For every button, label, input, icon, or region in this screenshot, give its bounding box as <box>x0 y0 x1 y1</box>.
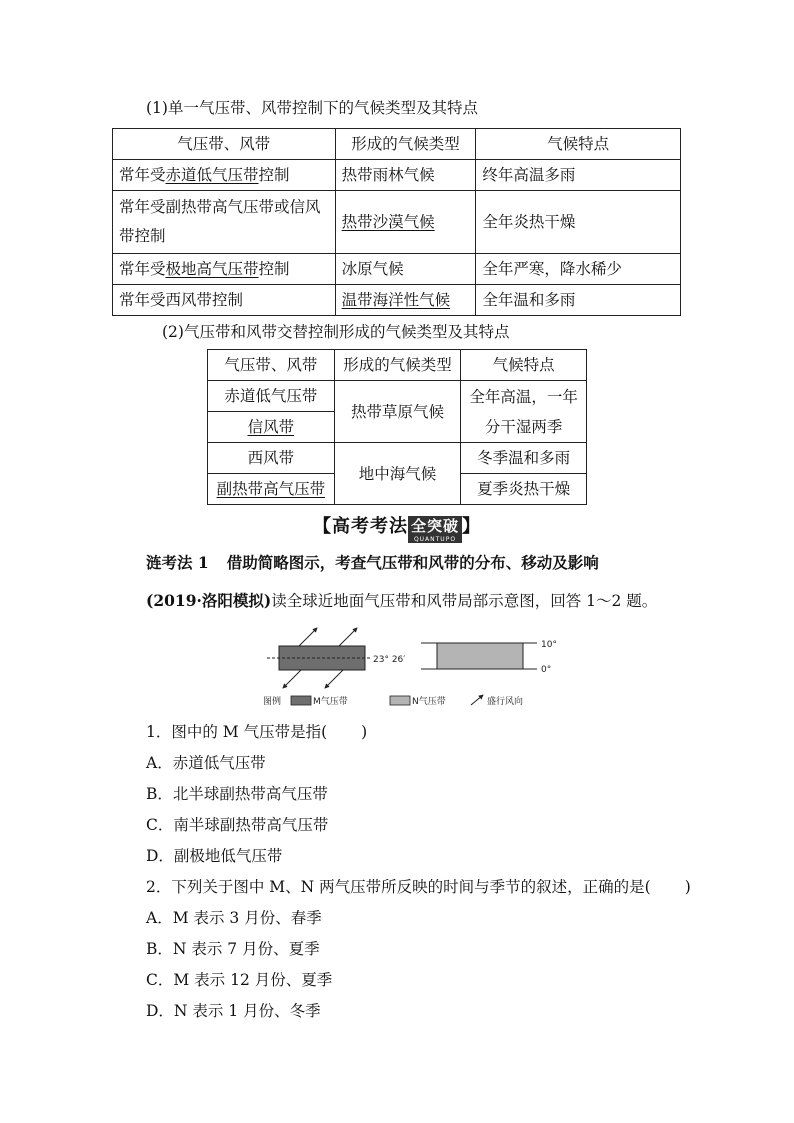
question-1-stem <box>146 720 367 742</box>
section-banner <box>0 512 794 543</box>
table-header-row <box>208 350 587 381</box>
belt-cell <box>113 160 336 191</box>
lat-0-label: 0° <box>541 665 552 675</box>
header-cell: 气压带、风带 <box>113 129 336 160</box>
badge-subtext: QUANTUPO <box>408 536 462 543</box>
kaofa-heading <box>146 551 599 573</box>
feature-cell: 全年高温，一年分干湿两季 <box>461 381 587 443</box>
pressure-belt-figure <box>255 626 555 712</box>
table-row <box>113 160 681 191</box>
belt-cell <box>113 191 336 254</box>
question-text: 1．图中的 M 气压带是指( <box>146 723 328 741</box>
belt-cell <box>208 412 335 443</box>
cell-text-underlined: 副热带高气压带 <box>216 480 326 498</box>
header-cell: 气压带、风带 <box>208 350 335 381</box>
legend-n-label: N气压带 <box>412 697 446 707</box>
intro-text: 读全球近地面气压带和风带局部示意图，回答 1～2 题。 <box>271 592 658 610</box>
question-1-option-c: C．南半球副热带高气压带 <box>146 816 329 834</box>
kaofa-text: 借助简略图示，考查气压带和风带的分布、移动及影响 <box>226 553 599 572</box>
climate-cell: 地中海气候 <box>334 443 461 505</box>
question-2-stem <box>146 875 691 897</box>
climate-cell <box>335 191 476 254</box>
lat-10-label: 10° <box>541 640 557 650</box>
belt-cell <box>113 254 336 285</box>
table-row <box>113 285 681 316</box>
question-2-option-a: A．M 表示 3 月份、春季 <box>146 909 322 927</box>
answer-paren: ) <box>684 878 691 896</box>
legend-title: 图例 <box>263 697 282 707</box>
single-belt-climate-table <box>112 128 681 316</box>
section1-heading: (1)单一气压带、风带控制下的气候类型及其特点 <box>146 99 478 117</box>
answer-paren: ) <box>361 723 368 741</box>
question-text: 2．下列关于图中 M、N 两气压带所反映的时间与季节的叙述，正确的是( <box>146 878 651 896</box>
tropic-label: 23° 26′ <box>373 655 406 665</box>
legend-m-swatch <box>291 696 311 705</box>
n-belt-rect <box>437 643 523 669</box>
cell-text-underlined: 温带海洋性气候 <box>341 291 451 309</box>
wind-arrow <box>299 628 317 646</box>
cell-text-underlined: 赤道低气压带 <box>165 166 259 184</box>
feature-cell: 冬季温和多雨 <box>461 443 587 474</box>
wind-arrow <box>339 628 357 646</box>
question-1-option-a: A．赤道低气压带 <box>146 754 266 772</box>
cell-text: 常年受 <box>119 260 166 278</box>
legend-wind-label: 盛行风向 <box>487 697 524 707</box>
cell-text-underlined: 极地高气压带 <box>165 260 259 278</box>
legend-wind-arrow <box>471 695 483 705</box>
header-cell: 气候特点 <box>461 350 587 381</box>
table-row <box>113 254 681 285</box>
table-row <box>113 191 681 254</box>
wind-arrow <box>283 670 301 688</box>
intro-source: (2019·洛阳模拟) <box>146 591 272 610</box>
cell-text: 控制 <box>258 260 290 278</box>
belt-cell: 西风带 <box>208 443 335 474</box>
header-cell: 形成的气候类型 <box>335 129 476 160</box>
cell-text-underlined: 信风带 <box>247 418 295 436</box>
feature-cell: 夏季炎热干燥 <box>461 474 587 505</box>
feature-cell: 全年温和多雨 <box>476 285 681 316</box>
section2-heading: (2)气压带和风带交替控制形成的气候类型及其特点 <box>162 323 510 341</box>
wind-arrow <box>325 670 343 688</box>
header-cell: 气候特点 <box>476 129 681 160</box>
feature-cell: 终年高温多雨 <box>476 160 681 191</box>
belt-cell <box>113 285 336 316</box>
cell-text-underlined: 热带沙漠气候 <box>341 213 435 231</box>
question-2-option-d: D．N 表示 1 月份、冬季 <box>146 1002 321 1020</box>
banner-badge <box>408 516 462 543</box>
legend-m-label: M气压带 <box>313 697 348 707</box>
climate-cell: 热带草原气候 <box>334 381 461 443</box>
question-intro <box>146 589 657 611</box>
banner-bracket: 【 <box>312 516 332 537</box>
question-1-option-b: B．北半球副热带高气压带 <box>146 785 328 803</box>
cell-text: 常年受西风带控制 <box>119 291 244 309</box>
cell-text: 常年受 <box>119 166 166 184</box>
legend-n-swatch <box>390 696 410 705</box>
cell-text: 控制 <box>258 166 290 184</box>
question-2-option-b: B．N 表示 7 月份、夏季 <box>146 940 320 958</box>
feature-cell: 全年严寒，降水稀少 <box>476 254 681 285</box>
climate-cell: 冰原气候 <box>335 254 476 285</box>
belt-cell <box>208 474 335 505</box>
kaofa-label: 涟考法 1 <box>146 553 209 572</box>
feature-cell: 全年炎热干燥 <box>476 191 681 254</box>
table-row <box>208 381 587 412</box>
alternating-belt-climate-table <box>207 349 587 505</box>
climate-cell: 热带雨林气候 <box>335 160 476 191</box>
table-header-row <box>113 129 681 160</box>
header-cell: 形成的气候类型 <box>334 350 461 381</box>
table-row <box>208 443 587 474</box>
belt-cell: 赤道低气压带 <box>208 381 335 412</box>
question-2-option-c: C．M 表示 12 月份、夏季 <box>146 971 333 989</box>
cell-text: 常年受副热带高气压带或信风带控制 <box>119 198 321 245</box>
question-1-option-d: D．副极地低气压带 <box>146 847 283 865</box>
banner-title: 高考考法 <box>331 516 408 537</box>
badge-text: 全突破 <box>410 517 459 535</box>
climate-cell <box>335 285 476 316</box>
banner-bracket: 】 <box>462 516 481 537</box>
